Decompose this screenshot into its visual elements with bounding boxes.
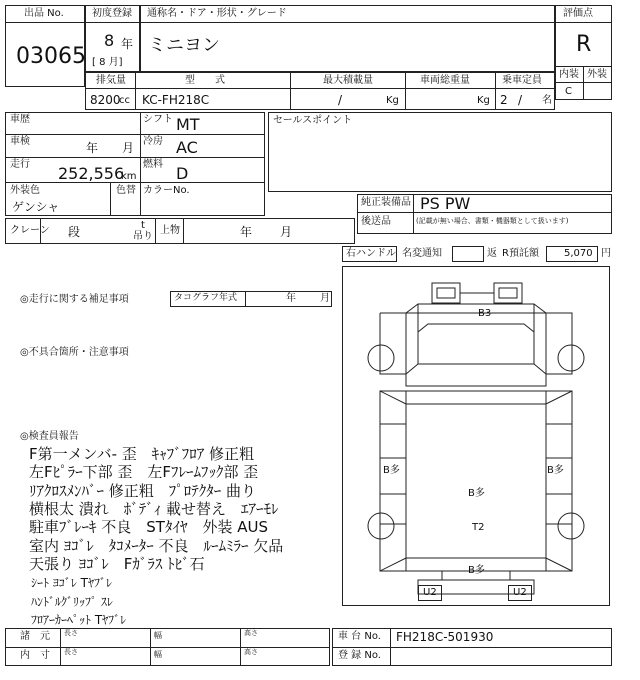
crane-lift: 吊り xyxy=(133,231,153,242)
defects-label: ◎不具合箇所・注意事項 xyxy=(20,347,129,358)
width-label-inner: 幅 xyxy=(154,650,162,659)
mileage-unit: km xyxy=(121,171,137,182)
interior-value: C xyxy=(565,86,572,97)
right-handle-label: 右ハンドル xyxy=(346,248,396,259)
color-code-label: カラーNo. xyxy=(143,185,190,196)
max-load-slash: / xyxy=(338,93,343,107)
tailgate-year: 年 xyxy=(240,225,253,239)
lot-label: 出品 No. xyxy=(24,8,64,19)
height-label-inner: 高さ xyxy=(244,648,258,656)
cargo-body xyxy=(380,391,572,571)
registration-label: 登 録 No. xyxy=(338,650,381,661)
lot-number: 03065 xyxy=(16,44,86,69)
inspector-line: 駐車ﾌﾞﾚｰｷ 不良 STﾀｲﾔ 外装 AUS xyxy=(29,518,268,536)
inspection-label: 車検 xyxy=(10,136,30,147)
model-header-label: 通称名・ドア・形状・グレード xyxy=(147,8,287,19)
name-change-box xyxy=(452,246,484,262)
damage-mark: B多 xyxy=(383,465,400,476)
first-reg-label: 初度登録 xyxy=(92,8,132,19)
aftermarket-note: (記載が無い場合、書類・機器類として扱います) xyxy=(416,217,569,225)
max-load-unit: Kg xyxy=(386,95,399,106)
tachograph-label: タコグラフ年式 xyxy=(174,293,238,303)
history-label: 車歴 xyxy=(10,114,30,125)
wheel-front-left xyxy=(368,345,394,371)
damage-mark: B3 xyxy=(478,308,492,319)
grade-label: 評価点 xyxy=(563,8,593,19)
wheel-front-right xyxy=(558,345,584,371)
damage-mark: B多 xyxy=(547,465,564,476)
inspector-line: 室内 ﾖｺﾞﾚ ﾀｺﾒｰﾀｰ 不良 ﾙｰﾑﾐﾗｰ 欠品 xyxy=(29,537,284,555)
gross-weight-unit: Kg xyxy=(477,95,490,106)
inspector-line: 横根太 潰れ ﾎﾞﾃﾞｨ 載せ替え ｴｱｰﾓﾚ xyxy=(29,500,279,518)
tailgate-month: 月 xyxy=(280,225,293,239)
damage-mark: U2 xyxy=(513,587,527,598)
interior-label: 内装 xyxy=(559,69,579,80)
inspector-line: ﾌﾛｱｰｶｰﾍﾟｯﾄ Tﾔﾌﾞﾚ xyxy=(31,613,127,627)
recycle-label: R預託額 xyxy=(502,248,539,259)
shift-label: シフト xyxy=(143,114,173,125)
standard-equipment-value: PS PW xyxy=(420,194,471,213)
mileage-value: 252,556 xyxy=(58,164,125,183)
height-label: 高さ xyxy=(244,629,258,637)
length-label: 長さ xyxy=(64,629,78,637)
tachograph-month: 月 xyxy=(320,293,330,304)
inspector-line: ﾘｱｸﾛｽﾒﾝﾊﾞｰ 修正粗 ﾌﾟﾛﾃｸﾀｰ 曲り xyxy=(29,482,257,500)
tailgate-label: 上物 xyxy=(160,225,180,236)
mileage-label: 走行 xyxy=(10,159,30,170)
standard-equipment-label: 純正装備品 xyxy=(361,197,411,208)
crane-row xyxy=(5,218,355,244)
reg-year-unit: 年 xyxy=(121,37,134,51)
damage-mark: B多 xyxy=(468,488,485,499)
name-change-label: 名変通知 xyxy=(402,248,442,259)
fuel-label: 燃料 xyxy=(143,159,163,170)
mirror-left xyxy=(432,283,460,303)
inspector-report-label: ◎検査員報告 xyxy=(20,431,79,442)
gross-weight-label: 車両総重量 xyxy=(420,75,470,86)
inspector-line: 天張り ﾖｺﾞﾚ Fｶﾞﾗｽ ﾄﾋﾞ石 xyxy=(29,555,205,573)
inspector-line: 左Fﾋﾟﾗｰ下部 歪 左Fﾌﾚｰﾑﾌｯｸ部 歪 xyxy=(29,463,259,481)
cooler-value: AC xyxy=(176,138,198,157)
driving-remarks-label: ◎走行に関する補足事項 xyxy=(20,294,129,305)
damage-mark: T2 xyxy=(472,522,485,533)
inspection-month-unit: 月 xyxy=(122,141,135,155)
reg-month: [ 8 月] xyxy=(92,57,123,68)
crane-ton: t xyxy=(141,220,145,231)
displacement-label: 排気量 xyxy=(96,75,126,86)
recycle-value: 5,070 xyxy=(564,248,593,259)
length-label-inner: 長さ xyxy=(64,648,78,656)
cooler-label: 冷房 xyxy=(143,136,163,147)
fuel-value: D xyxy=(176,164,189,183)
grade-value: R xyxy=(576,32,592,57)
color-label: 外装色 xyxy=(10,185,40,196)
color-no-label: 色替 xyxy=(116,185,136,196)
shift-value: MT xyxy=(176,115,200,134)
aftermarket-label: 後送品 xyxy=(361,216,391,227)
inspection-year-unit: 年 xyxy=(86,141,99,155)
inspector-line: F第一メンバ- 歪 ｷｬﾌﾞﾌﾛｱ 修正粗 xyxy=(29,445,255,463)
sales-point-label: セールスポイント xyxy=(273,115,353,126)
inspector-line: ﾊﾝﾄﾞﾙｸﾞﾘｯﾌﾟ ｽﾚ xyxy=(31,595,113,609)
max-load-label: 最大積載量 xyxy=(323,75,373,86)
car-name: ミニヨン xyxy=(148,35,220,56)
crane-label: クレーン xyxy=(10,225,50,236)
tachograph-year: 年 xyxy=(286,293,296,304)
model-code: KC-FH218C xyxy=(142,93,210,107)
capacity-label: 乗車定員 xyxy=(502,75,542,86)
truck-diagram xyxy=(342,266,610,606)
wheel-rear-right xyxy=(558,513,584,539)
capacity-value: 2 xyxy=(500,93,508,107)
yen-label: 円 xyxy=(601,248,611,259)
reserve-label: 返 xyxy=(487,248,497,259)
displacement-value: 8200 xyxy=(90,93,121,107)
color-value: ゲンシャ xyxy=(12,200,60,214)
chassis-value: FH218C-501930 xyxy=(396,630,494,644)
dimensions-label: 諸 元 xyxy=(20,631,50,642)
capacity-slash: / xyxy=(518,93,523,107)
mirror-right xyxy=(494,283,522,303)
width-label: 幅 xyxy=(154,631,162,640)
displacement-unit: cc xyxy=(119,95,130,106)
capacity-unit: 名 xyxy=(542,95,552,106)
exterior-label: 外装 xyxy=(587,69,607,80)
inspector-line: ｼｰﾄ ﾖｺﾞﾚ Tﾔﾌﾞﾚ xyxy=(31,576,112,590)
inner-dimensions-label: 内 寸 xyxy=(20,650,50,661)
model-type-label: 型 式 xyxy=(185,75,225,86)
reg-year: 8 xyxy=(104,31,115,50)
chassis-label: 車 台 No. xyxy=(338,631,381,642)
wheel-rear-left xyxy=(368,513,394,539)
damage-mark: U2 xyxy=(423,587,437,598)
crane-steps: 段 xyxy=(68,225,81,239)
damage-mark: B多 xyxy=(468,565,485,576)
